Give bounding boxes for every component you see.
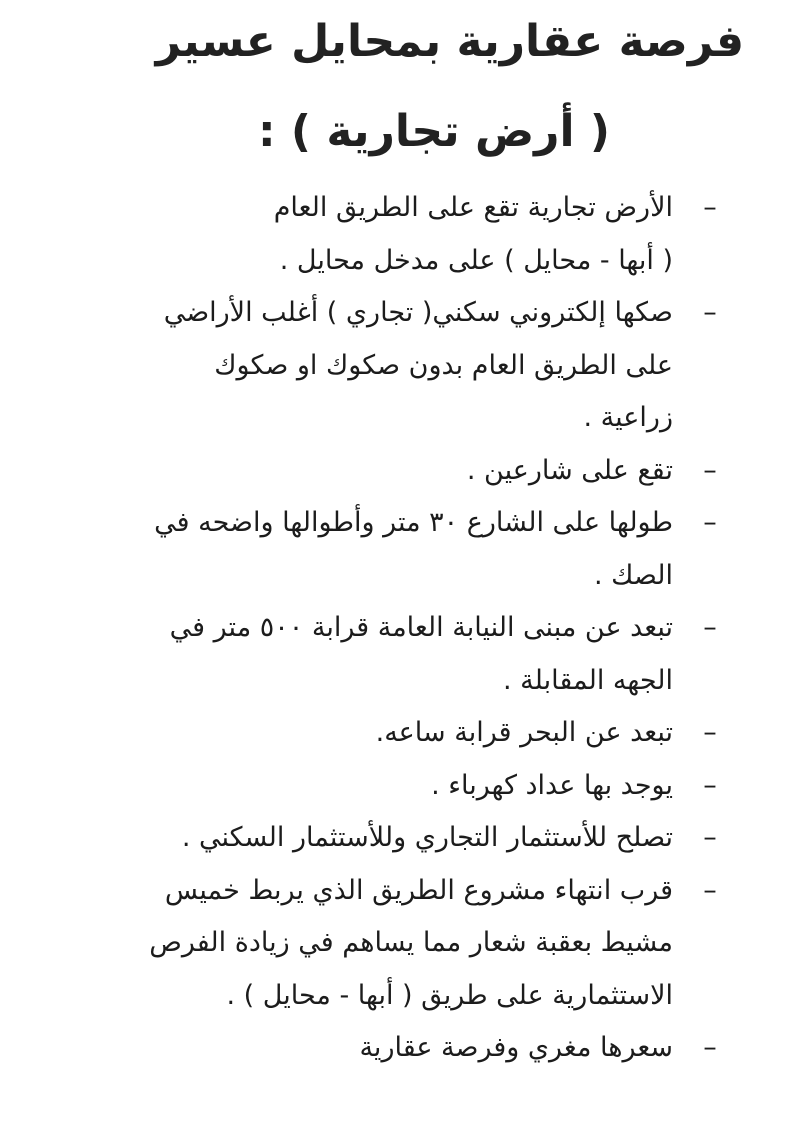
- list-item: [25, 1022, 725, 1075]
- list-item: [25, 182, 725, 287]
- list-item: [25, 707, 725, 760]
- dash-icon: –: [703, 717, 717, 748]
- list-item-line: يوجد بها عداد كهرباء .: [431, 769, 673, 801]
- list-item-line: زراعية .: [583, 402, 673, 433]
- list-item-line: تبعد عن البحر قرابة ساعه.: [375, 717, 673, 748]
- list-item-line: صكها إلكتروني سكني( تجاري ) أغلب الأراضي: [163, 297, 673, 328]
- dash-icon: –: [703, 822, 717, 853]
- list-item-line: ( أبها - محايل ) على مدخل محايل .: [279, 244, 673, 276]
- dash-icon: –: [703, 507, 717, 538]
- list-item-line: الجهه المقابلة .: [503, 664, 673, 696]
- dash-icon: –: [703, 192, 717, 223]
- title-line-1: فرصة عقارية بمحايل عسير: [155, 16, 744, 67]
- feature-list: [25, 182, 725, 1075]
- dash-icon: –: [703, 1032, 717, 1063]
- title-line-2: ( أرض تجارية ) :: [258, 106, 610, 157]
- list-item: [25, 602, 725, 707]
- list-item: [25, 445, 725, 498]
- list-item-line: مشيط بعقبة شعار مما يساهم في زيادة الفرص: [149, 927, 673, 958]
- list-item-line: قرب انتهاء مشروع الطريق الذي يربط خميس: [164, 874, 673, 906]
- list-item-line: سعرها مغري وفرصة عقارية: [359, 1032, 673, 1063]
- dash-icon: –: [703, 874, 717, 906]
- list-item-line: على الطريق العام بدون صكوك او صكوك: [214, 349, 673, 381]
- list-item-line: الصك .: [593, 559, 673, 591]
- list-item-line: طولها على الشارع ٣٠ متر وأطوالها واضحه في: [154, 507, 673, 538]
- list-item: [25, 497, 725, 602]
- list-item-line: الأرض تجارية تقع على الطريق العام: [273, 192, 673, 223]
- list-item-line: الاستثمارية على طريق ( أبها - محايل ) .: [226, 979, 673, 1011]
- list-item: [25, 865, 725, 1023]
- list-item: [25, 287, 725, 445]
- dash-icon: –: [703, 297, 717, 328]
- list-item-line: تصلح للأستثمار التجاري وللأستثمار السكني .: [181, 822, 673, 853]
- dash-icon: –: [703, 769, 717, 801]
- list-item: [25, 812, 725, 865]
- dash-icon: –: [703, 612, 717, 643]
- list-item-line: تبعد عن مبنى النيابة العامة قرابة ٥٠٠ متر في: [169, 612, 673, 643]
- dash-icon: –: [703, 454, 717, 486]
- list-item-line: تقع على شارعين .: [466, 454, 673, 486]
- list-item: [25, 760, 725, 813]
